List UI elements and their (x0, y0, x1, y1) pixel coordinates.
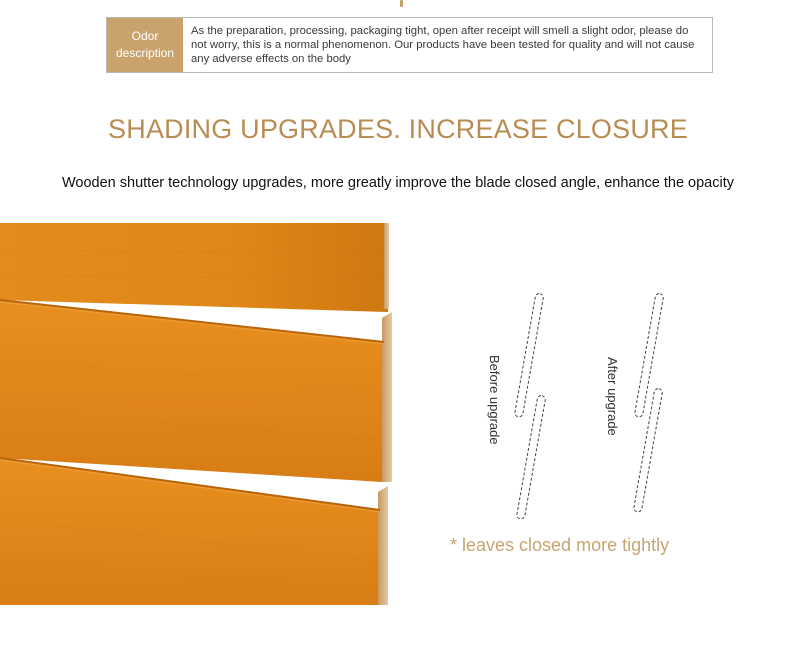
shutter-slat-1 (0, 223, 388, 312)
before-upper-slat (514, 293, 544, 417)
after-upper-slat (634, 293, 664, 417)
top-divider-mark (400, 0, 403, 7)
section-subheadline: Wooden shutter technology upgrades, more greatly improve the blade closed angle, enhance the opacity (62, 175, 734, 191)
before-upgrade-label: Before upgrade (487, 355, 502, 445)
section-headline: SHADING UPGRADES. INCREASE CLOSURE (108, 114, 688, 144)
shutter-slat-3 (0, 458, 378, 605)
odor-description-box (106, 17, 713, 73)
odor-description-label: Odor description (107, 18, 183, 72)
before-lower-slat (516, 395, 546, 519)
wooden-shutter-image (0, 220, 400, 605)
shutter-slat-2 (0, 300, 382, 482)
after-upgrade-label: After upgrade (605, 357, 620, 436)
closure-footnote: * leaves closed more tightly (450, 535, 670, 555)
odor-description-text: As the preparation, processing, packaging tight, open after receipt will smell a slight odor, please do not worry, this is a normal phenomenon. Our products have been tested for quality and will not cause any adverse effects on the body (191, 25, 695, 65)
blade-closure-diagram (480, 285, 700, 525)
after-lower-slat (633, 388, 663, 512)
